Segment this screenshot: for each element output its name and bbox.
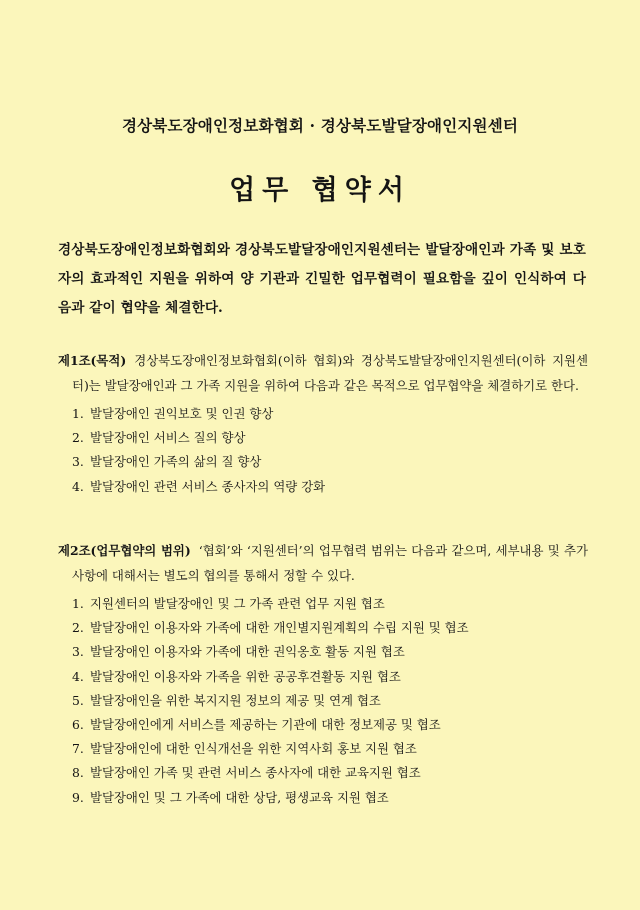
- list-item-text: 발달장애인 및 그 가족에 대한 상담, 평생교육 지원 협조: [90, 789, 389, 805]
- list-item-text: 발달장애인에 대한 인식개선을 위한 지역사회 홍보 지원 협조: [90, 741, 417, 757]
- list-item: [72, 713, 588, 737]
- list-item-number: 2.: [72, 620, 84, 636]
- article-1: [58, 348, 588, 499]
- list-item-number: 3.: [72, 644, 84, 660]
- list-item-text: 발달장애인을 위한 복지지원 정보의 제공 및 연계 협조: [90, 692, 381, 708]
- list-item: [72, 640, 588, 664]
- list-item: [72, 786, 588, 810]
- list-item-text: 발달장애인 가족 및 관련 서비스 종사자에 대한 교육지원 협조: [90, 765, 421, 781]
- list-item-number: 5.: [72, 692, 84, 708]
- list-item: [72, 450, 588, 474]
- article-2: [58, 538, 588, 810]
- list-item-text: 발달장애인 이용자와 가족에 대한 권익옹호 활동 지원 협조: [90, 644, 405, 660]
- list-item-number: 4.: [72, 668, 84, 684]
- list-item-number: 3.: [72, 454, 84, 470]
- preamble-paragraph: 경상북도장애인정보화협회와 경상북도발달장애인지원센터는 발달장애인과 가족 및 보호자의 효과적인 지원을 위하여 양 기관과 긴밀한 업무협력이 필요함을 깊이 인식하여 다음과 같이 협약을 체결한다.: [58, 242, 586, 316]
- list-item: [72, 592, 588, 616]
- list-item-number: 6.: [72, 717, 84, 733]
- article-2-lead: [58, 538, 588, 588]
- list-item-text: 발달장애인 권익보호 및 인권 향상: [90, 406, 274, 421]
- article-2-list: [58, 592, 588, 810]
- article-1-lead: [58, 348, 588, 398]
- list-item: [72, 402, 588, 426]
- list-item: [72, 737, 588, 761]
- list-item-text: 발달장애인에게 서비스를 제공하는 기관에 대한 정보제공 및 협조: [90, 717, 441, 733]
- list-item: [72, 689, 588, 713]
- list-item-text: 지원센터의 발달장애인 및 그 가족 관련 업무 지원 협조: [90, 596, 385, 611]
- list-item-number: 2.: [72, 430, 84, 446]
- list-item-text: 발달장애인 이용자와 가족을 위한 공공후견활동 지원 협조: [90, 668, 401, 684]
- list-item-text: 발달장애인 서비스 질의 향상: [90, 430, 246, 446]
- list-item-number: 7.: [72, 741, 84, 757]
- list-item-text: 발달장애인 관련 서비스 종사자의 역량 강화: [90, 478, 326, 494]
- list-item: [72, 616, 588, 640]
- list-item-number: 1.: [72, 596, 84, 611]
- list-item: [72, 665, 588, 689]
- article-2-body: ‘협회’와 ‘지원센터’의 업무협력 범위는 다음과 같으며, 세부내용 및 추가사항에 대해서는 별도의 협의를 통해서 정할 수 있다.: [72, 543, 588, 583]
- article-2-heading: 제2조(업무협약의 범위): [58, 543, 191, 558]
- list-item: [72, 426, 588, 450]
- list-item-number: 1.: [72, 406, 84, 421]
- list-item-number: 4.: [72, 478, 84, 494]
- article-1-heading: 제1조(목적): [58, 353, 127, 368]
- list-item-text: 발달장애인 가족의 삶의 질 향상: [90, 454, 262, 470]
- list-item-number: 9.: [72, 789, 84, 805]
- list-item-number: 8.: [72, 765, 84, 781]
- list-item: [72, 475, 588, 499]
- list-item: [72, 761, 588, 785]
- list-item-text: 발달장애인 이용자와 가족에 대한 개인별지원계획의 수립 지원 및 협조: [90, 620, 469, 636]
- article-1-list: [58, 402, 588, 499]
- organizations-header: 경상북도장애인정보화협회 · 경상북도발달장애인지원센터: [121, 116, 519, 135]
- document-title: 업무 협약서: [229, 175, 411, 206]
- article-1-body: 경상북도장애인정보화협회(이하 협회)와 경상북도발달장애인지원센터(이하 지원센터)는 발달장애인과 그 가족 지원을 위하여 다음과 같은 목적으로 업무협약을 체결하기로 한다.: [72, 353, 588, 393]
